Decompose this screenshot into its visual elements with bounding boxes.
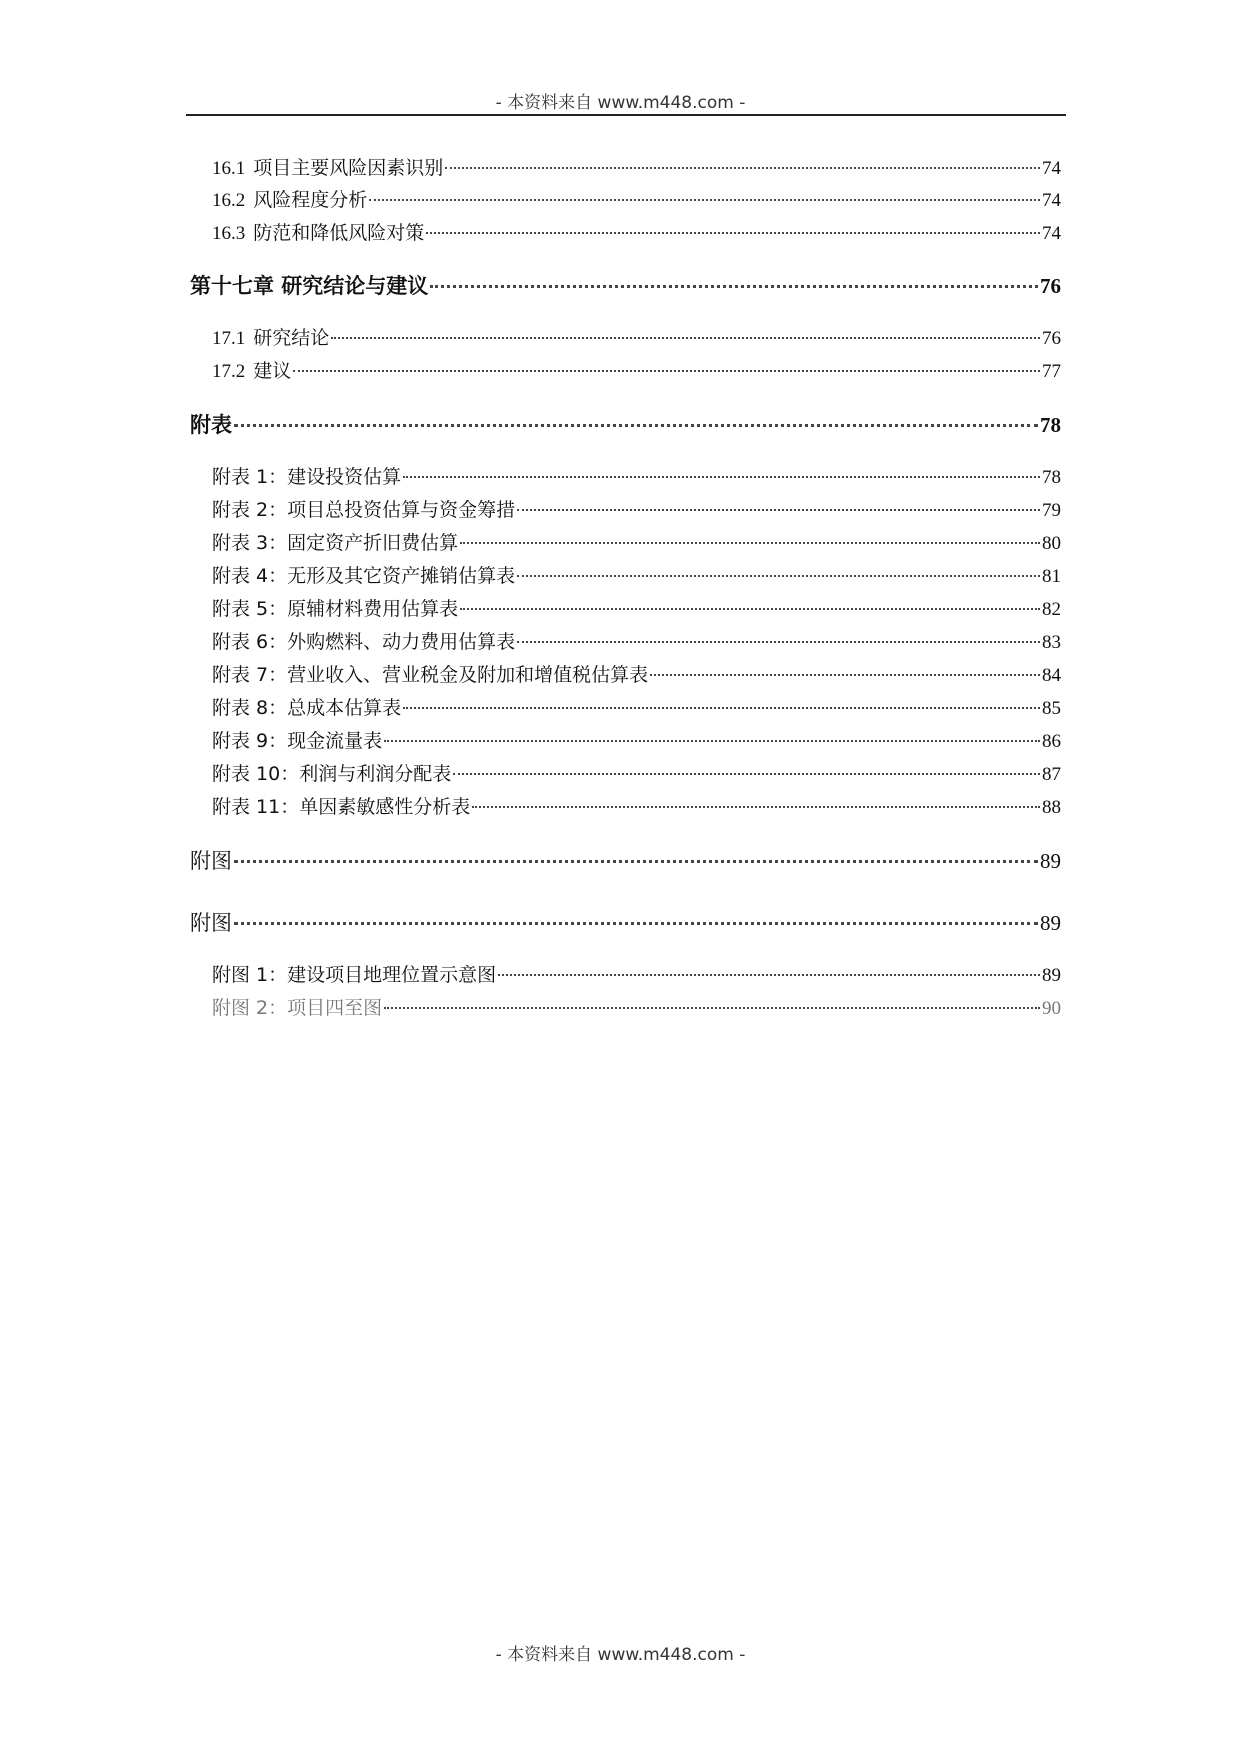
toc-title: 风险程度分析 (253, 189, 368, 211)
toc-page-number: 90 (1042, 998, 1061, 1019)
toc-leader (403, 707, 1040, 709)
toc-page-number: 89 (1040, 911, 1061, 935)
toc-page-number: 80 (1042, 533, 1061, 554)
toc-leader (331, 337, 1040, 339)
toc-leader (234, 860, 1038, 863)
toc-title: 附图 2：项目四至图 (212, 997, 383, 1019)
toc-leader (460, 542, 1040, 544)
toc-number: 17.2 (212, 361, 246, 382)
toc-entry-17-1[interactable] (212, 324, 1061, 352)
toc-leader (234, 922, 1038, 925)
toc-title: 附图 (190, 911, 232, 935)
toc-entry-table-9[interactable] (212, 727, 1061, 755)
toc-number: 16.2 (212, 190, 246, 211)
toc-title: 建议 (253, 360, 292, 382)
toc-title: 附表 3：固定资产折旧费估算 (212, 532, 459, 554)
toc-title: 防范和降低风险对策 (253, 222, 425, 244)
toc-entry-table-2[interactable] (212, 496, 1061, 524)
toc-title: 附图 1：建设项目地理位置示意图 (212, 964, 497, 986)
toc-leader (517, 641, 1040, 643)
toc-entry-table-4[interactable] (212, 562, 1061, 590)
toc-page-number: 83 (1042, 632, 1061, 653)
toc-leader (426, 232, 1040, 234)
toc-entry-table-11[interactable] (212, 793, 1061, 821)
toc-entry-table-7[interactable] (212, 661, 1061, 689)
toc-entry-17-2[interactable] (212, 357, 1061, 385)
toc-leader (650, 674, 1040, 676)
toc-entry-16-2[interactable] (212, 186, 1061, 214)
toc-entry-appendix-figures-2[interactable] (190, 909, 1061, 937)
toc-title: 附表 7：营业收入、营业税金及附加和增值税估算表 (212, 664, 649, 686)
toc-entry-figure-2[interactable] (212, 994, 1061, 1022)
toc-title: 附表 10：利润与利润分配表 (212, 763, 452, 785)
toc-title: 附表 1：建设投资估算 (212, 466, 402, 488)
toc-page-number: 86 (1042, 731, 1061, 752)
toc-leader (384, 740, 1040, 742)
toc-title: 附图 (190, 849, 232, 873)
toc-leader (234, 424, 1038, 427)
toc-leader (460, 608, 1040, 610)
toc-page-number: 77 (1042, 361, 1061, 382)
toc-entry-appendix-tables[interactable] (190, 411, 1061, 439)
toc-leader (430, 285, 1038, 288)
toc-page-number: 81 (1042, 566, 1061, 587)
toc-page-number: 76 (1040, 274, 1061, 298)
toc-number: 17.1 (212, 328, 246, 349)
toc-title: 附表 (190, 413, 232, 437)
toc-page-number: 74 (1042, 190, 1061, 211)
toc-page-number: 74 (1042, 158, 1061, 179)
toc-page-number: 78 (1042, 467, 1061, 488)
toc-title: 附表 11：单因素敏感性分析表 (212, 796, 471, 818)
toc-page-number: 74 (1042, 223, 1061, 244)
toc-page-number: 78 (1040, 413, 1061, 437)
toc-entry-figure-1[interactable] (212, 961, 1061, 989)
toc-leader (498, 974, 1040, 976)
toc-title: 附表 5：原辅材料费用估算表 (212, 598, 459, 620)
toc-title: 项目主要风险因素识别 (253, 157, 444, 179)
toc-entry-16-3[interactable] (212, 219, 1061, 247)
toc-number: 16.3 (212, 223, 246, 244)
toc-entry-table-10[interactable] (212, 760, 1061, 788)
toc-leader (472, 806, 1040, 808)
toc-entry-table-8[interactable] (212, 694, 1061, 722)
toc-leader (445, 167, 1040, 169)
toc-page-number: 76 (1042, 328, 1061, 349)
toc-leader (517, 509, 1040, 511)
toc-title: 附表 8：总成本估算表 (212, 697, 402, 719)
toc-page-number: 82 (1042, 599, 1061, 620)
toc-title: 附表 6：外购燃料、动力费用估算表 (212, 631, 516, 653)
page-header: - 本资料来自 www.m448.com - (495, 93, 746, 113)
toc-leader (293, 370, 1040, 372)
toc-entry-appendix-figures[interactable] (190, 847, 1061, 875)
toc-page-number: 89 (1040, 849, 1061, 873)
toc-entry-table-6[interactable] (212, 628, 1061, 656)
toc-page-number: 79 (1042, 500, 1061, 521)
toc-title: 附表 9：现金流量表 (212, 730, 383, 752)
toc-page-number: 84 (1042, 665, 1061, 686)
toc-leader (403, 476, 1040, 478)
toc-number: 16.1 (212, 158, 246, 179)
toc-title: 附表 4：无形及其它资产摊销估算表 (212, 565, 516, 587)
toc-entry-table-3[interactable] (212, 529, 1061, 557)
toc-leader (517, 575, 1040, 577)
toc-entry-chapter-17[interactable] (190, 272, 1061, 300)
toc-leader (384, 1007, 1040, 1009)
toc-title: 研究结论 (253, 327, 330, 349)
toc-page-number: 87 (1042, 764, 1061, 785)
page-footer: - 本资料来自 www.m448.com - (495, 1645, 746, 1665)
toc-page-number: 88 (1042, 797, 1061, 818)
toc-page-number: 85 (1042, 698, 1061, 719)
toc-page-number: 89 (1042, 965, 1061, 986)
toc-entry-16-1[interactable] (212, 154, 1061, 182)
toc-leader (453, 773, 1040, 775)
toc-entry-table-5[interactable] (212, 595, 1061, 623)
toc-leader (369, 199, 1040, 201)
toc-title: 附表 2：项目总投资估算与资金筹措 (212, 499, 516, 521)
toc-entry-table-1[interactable] (212, 463, 1061, 491)
toc-title: 第十七章 研究结论与建议 (190, 274, 429, 298)
